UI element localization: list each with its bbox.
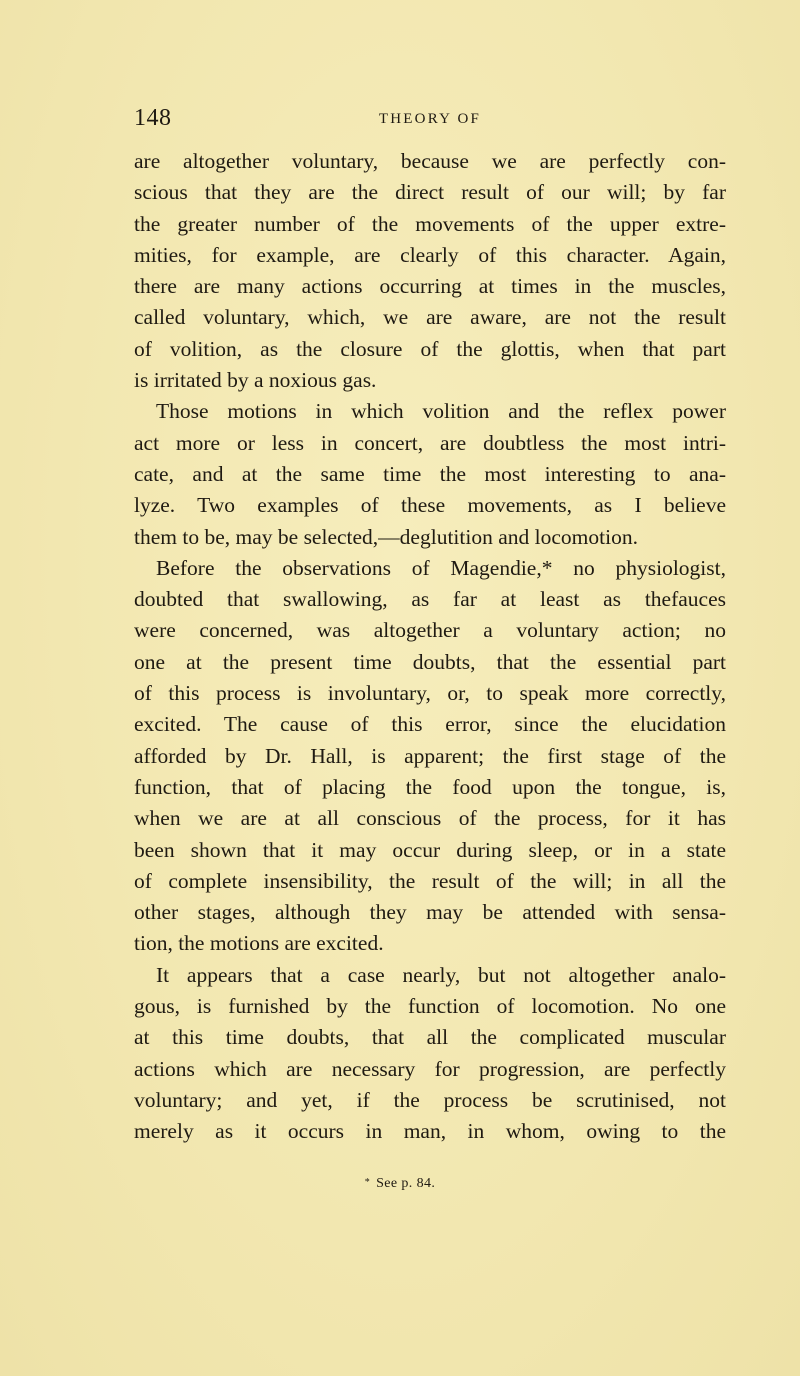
text-line: merely as it occurs in man, in whom, owing to the xyxy=(134,1119,726,1144)
text-line: cate, and at the same time the most interesting to ana- xyxy=(134,461,726,486)
paragraph-start-line: Those motions in which volition and the reflex power xyxy=(156,399,726,424)
page-number: 148 xyxy=(134,105,172,131)
text-line: called voluntary, which, we are aware, are not the result xyxy=(134,305,726,330)
text-line: at this time doubts, that all the complicated muscular xyxy=(134,1025,726,1050)
paragraph-start-line: It appears that a case nearly, but not altogether analo- xyxy=(156,962,726,987)
text-line: mities, for example, are clearly of this character. Again, xyxy=(134,242,726,267)
text-line: them to be, may be selected,—deglutition and locomotion. xyxy=(134,524,638,549)
body-text xyxy=(134,146,726,1148)
text-line: afforded by Dr. Hall, is apparent; the first stage of the xyxy=(134,743,726,768)
text-line: the greater number of the movements of the upper extre- xyxy=(134,211,726,236)
text-line: other stages, although they may be attended with sensa- xyxy=(134,900,726,925)
running-head xyxy=(134,104,726,132)
text-line: act more or less in concert, are doubtless the most intri- xyxy=(134,430,726,455)
text-line: are altogether voluntary, because we are perfectly con- xyxy=(134,149,726,173)
footnote-asterisk-icon: * xyxy=(364,1177,371,1188)
running-title: THEORY OF xyxy=(378,111,482,127)
text-line: function, that of placing the food upon the tongue, is, xyxy=(134,774,726,799)
text-line: actions which are necessary for progression, are perfectly xyxy=(134,1056,726,1081)
paragraph-start-line: Before the observations of Magendie,* no physiologist, xyxy=(156,555,726,580)
text-line: doubted that swallowing, as far at least as thefauces xyxy=(134,587,726,612)
text-line: of volition, as the closure of the glottis, when that part xyxy=(134,336,726,361)
text-line: there are many actions occurring at times in the muscles, xyxy=(134,274,726,299)
text-line: excited. The cause of this error, since the elucidation xyxy=(134,712,726,737)
text-line: were concerned, was altogether a voluntary action; no xyxy=(134,618,726,643)
text-line: tion, the motions are excited. xyxy=(134,931,384,956)
text-line: scious that they are the direct result of our will; by far xyxy=(134,180,726,205)
text-line: gous, is furnished by the function of locomotion. No one xyxy=(134,994,726,1019)
text-line: when we are at all conscious of the process, for it has xyxy=(134,806,726,831)
text-line: of this process is involuntary, or, to speak more correctly, xyxy=(134,681,726,706)
text-line: lyze. Two examples of these movements, as I believe xyxy=(134,493,726,518)
text-line: of complete insensibility, the result of the will; in all the xyxy=(134,868,726,893)
text-line: been shown that it may occur during sleep, or in a state xyxy=(134,837,726,862)
footnote-text: See p. 84. xyxy=(376,1176,436,1191)
text-line: one at the present time doubts, that the essential part xyxy=(134,649,726,674)
footnote xyxy=(0,1174,800,1193)
text-line: voluntary; and yet, if the process be scrutinised, not xyxy=(134,1087,726,1112)
text-line: is irritated by a noxious gas. xyxy=(134,368,377,393)
